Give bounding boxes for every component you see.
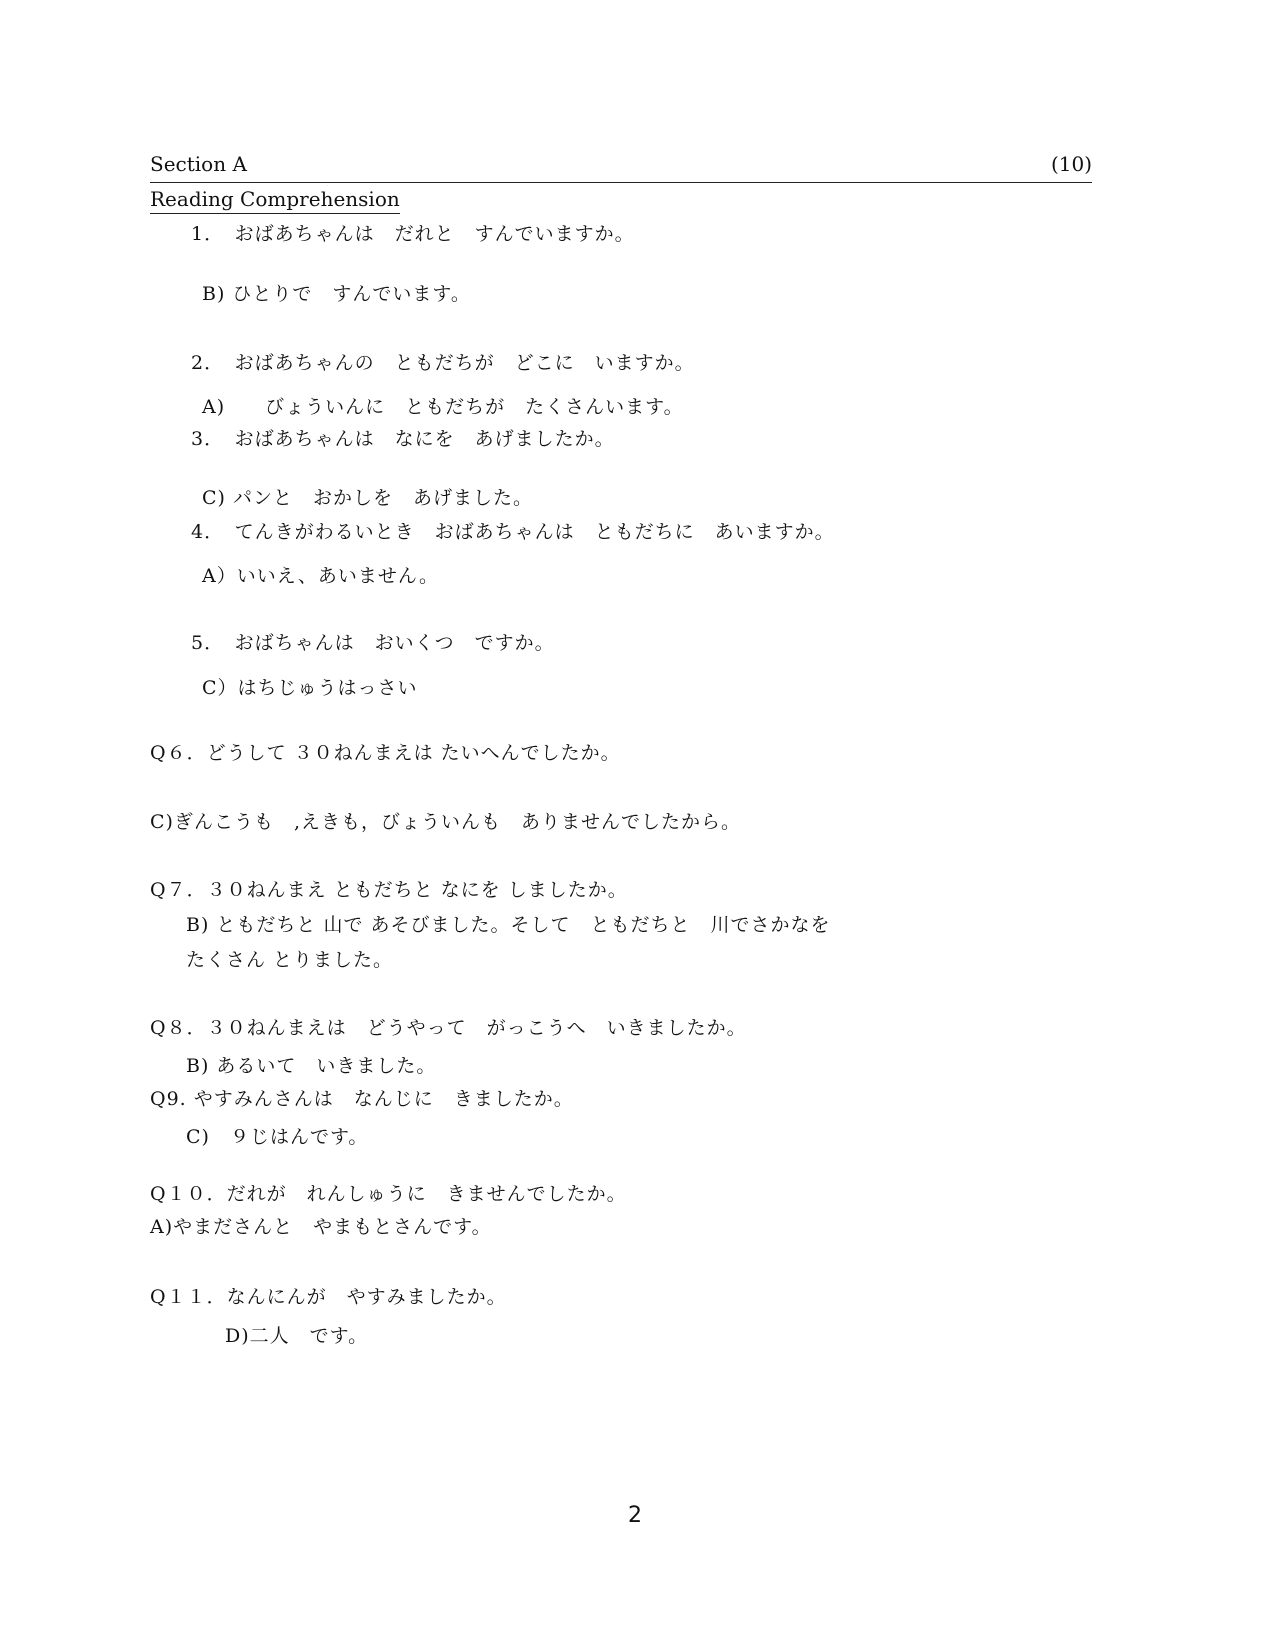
section-points: (10) <box>1050 152 1092 176</box>
answer-11: D)二人 です。 <box>225 1325 369 1347</box>
answer-6: C)ぎんこうも ,えきも，びょういんも ありませんでしたから。 <box>150 811 741 833</box>
answer-3: C) パンと おかしを あげました。 <box>202 487 533 509</box>
question-11: Q１１．なんにんが やすみましたか。 <box>150 1286 507 1308</box>
answer-1: B) ひとりで すんでいます。 <box>202 283 471 305</box>
question-10: Q１０．だれが れんしゅうに きませんでしたか。 <box>150 1183 627 1205</box>
answer-2: A) びょういんに ともだちが たくさんいます。 <box>202 396 684 418</box>
answer-7-line-1: B) ともだちと 山で あそびました。そして ともだちと 川でさかなを <box>186 914 831 936</box>
answer-4: A）いいえ、あいません。 <box>202 565 440 587</box>
answer-10: A)やまださんと やまもとさんです。 <box>150 1216 492 1238</box>
answer-5: C）はちじゅうはっさい <box>202 677 418 699</box>
answer-7-line-2: たくさん とりました。 <box>186 949 394 971</box>
question-5: 5． おばちゃんは おいくつ ですか。 <box>191 632 555 654</box>
question-7: Q７．３０ねんまえ ともだちと なにを しましたか。 <box>150 879 628 901</box>
question-1: 1． おばあちゃんは だれと すんでいますか。 <box>191 223 635 245</box>
answer-8: B) あるいて いきました。 <box>186 1055 437 1077</box>
section-title: Section A <box>150 152 247 176</box>
question-6: Q６．どうして ３０ねんまえは たいへんでしたか。 <box>150 742 621 764</box>
question-8: Q８．３０ねんまえは どうやって がっこうへ いきましたか。 <box>150 1017 747 1039</box>
section-subtitle: Reading Comprehension <box>150 187 400 214</box>
section-header <box>150 152 1092 183</box>
question-4: 4． てんきがわるいとき おばあちゃんは ともだちに あいますか。 <box>191 521 835 543</box>
question-2: 2． おばあちゃんの ともだちが どこに いますか。 <box>191 352 695 374</box>
answer-9: C) ９じはんです。 <box>186 1126 369 1148</box>
page-number: 2 <box>628 1503 642 1528</box>
question-3: 3． おばあちゃんは なにを あげましたか。 <box>191 428 615 450</box>
question-9: Q9. やすみんさんは なんじに きましたか。 <box>150 1088 574 1110</box>
